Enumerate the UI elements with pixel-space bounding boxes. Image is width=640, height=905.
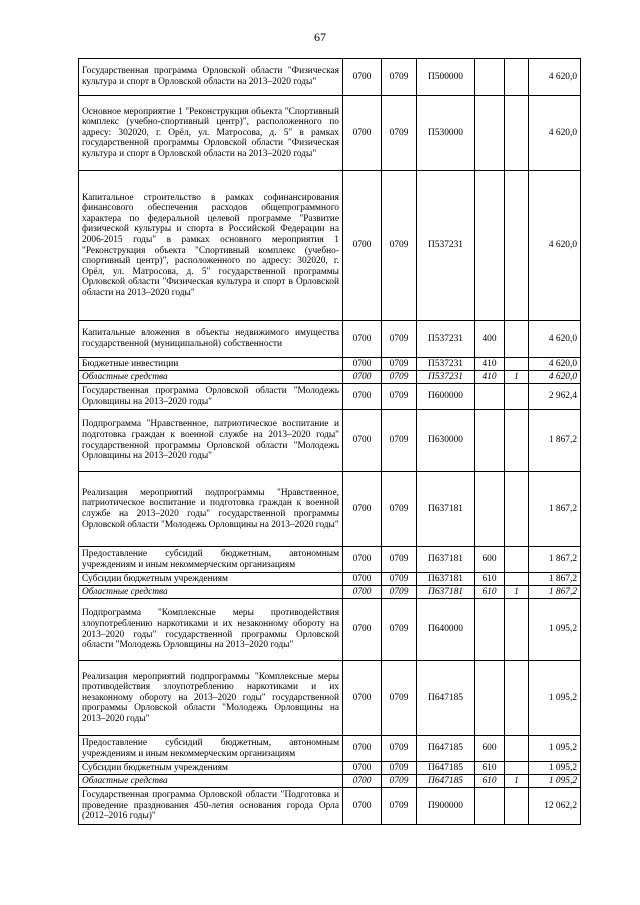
section-code: 0700 (343, 661, 382, 736)
target-article-code: П637181 (417, 573, 475, 586)
funding-source-code (505, 59, 529, 96)
section-code: 0700 (343, 547, 382, 573)
funding-source-code: 1 (505, 775, 529, 788)
subsection-code: 0709 (382, 586, 417, 599)
subsection-code: 0709 (382, 321, 417, 358)
table-row (79, 788, 581, 825)
subsection-code: 0709 (382, 371, 417, 384)
subsection-code: 0709 (382, 788, 417, 825)
expense-type-code: 600 (475, 547, 505, 573)
funding-source-code (505, 410, 529, 472)
funding-source-code: 1 (505, 371, 529, 384)
amount: 1 095,2 (529, 599, 581, 661)
section-code: 0700 (343, 171, 382, 321)
page-number: 67 (314, 30, 326, 44)
funding-source-code (505, 96, 529, 171)
target-article-code: П647185 (417, 661, 475, 736)
amount: 4 620,0 (529, 171, 581, 321)
section-code: 0700 (343, 586, 382, 599)
subsection-code: 0709 (382, 96, 417, 171)
row-description: Областные средства (79, 586, 343, 599)
table-row (79, 321, 581, 358)
row-description: Подпрограмма "Комплексные меры противодействия злоупотреблению наркотиками и их незаконному обороту на 2013–2020 годы" государственной программы Орловской области "Молодежь Орловщины на 2013–2020 годы" (79, 599, 343, 661)
amount: 1 867,2 (529, 573, 581, 586)
expense-type-code: 610 (475, 573, 505, 586)
table-row (79, 599, 581, 661)
target-article-code: П537231 (417, 171, 475, 321)
table-row (79, 410, 581, 472)
amount: 12 062,2 (529, 788, 581, 825)
expense-type-code: 400 (475, 321, 505, 358)
expense-type-code: 610 (475, 586, 505, 599)
subsection-code: 0709 (382, 736, 417, 762)
target-article-code: П530000 (417, 96, 475, 171)
row-description: Капитальные вложения в объекты недвижимого имущества государственной (муниципальной) собственности (79, 321, 343, 358)
expense-type-code (475, 788, 505, 825)
section-code: 0700 (343, 59, 382, 96)
amount: 4 620,0 (529, 358, 581, 371)
subsection-code: 0709 (382, 547, 417, 573)
row-description: Областные средства (79, 371, 343, 384)
row-description: Субсидии бюджетным учреждениям (79, 573, 343, 586)
funding-source-code (505, 358, 529, 371)
table-row (79, 59, 581, 96)
funding-source-code (505, 384, 529, 410)
amount: 4 620,0 (529, 96, 581, 171)
table-body (79, 59, 581, 825)
row-description: Реализация мероприятий подпрограммы "Нравственное, патриотическое воспитание и подготовка граждан к военной службе на 2013–2020 годы" государственной программы Орловской области "Молодежь Орловщины на 2013–2020 годы" (79, 472, 343, 547)
subsection-code: 0709 (382, 661, 417, 736)
amount: 1 095,2 (529, 661, 581, 736)
row-description: Субсидии бюджетным учреждениям (79, 762, 343, 775)
row-description: Капитальное строительство в рамках софинансирования финансового обеспечения расходов общепрограммного характера по федеральной целевой программе "Развитие физической культуры и спорта в Российской Федерации на 2006-2015 годы" в рамках основного мероприятия 1 "Реконструкция объекта "Спортивный комплекс (учебно-спортивный центр)", расположенного по адресу: 302020, г. Орёл, ул. Матросова, д. 5" государственной программы Орловской области "Физическая культура и спорт в Орловской области на 2013–2020 годы" (79, 171, 343, 321)
expense-type-code: 410 (475, 371, 505, 384)
table-row (79, 586, 581, 599)
amount: 1 867,2 (529, 586, 581, 599)
amount: 1 095,2 (529, 736, 581, 762)
section-code: 0700 (343, 472, 382, 547)
subsection-code: 0709 (382, 358, 417, 371)
expense-type-code (475, 384, 505, 410)
funding-source-code (505, 788, 529, 825)
subsection-code: 0709 (382, 762, 417, 775)
expense-type-code: 410 (475, 358, 505, 371)
target-article-code: П647185 (417, 775, 475, 788)
target-article-code: П637181 (417, 586, 475, 599)
target-article-code: П537231 (417, 321, 475, 358)
target-article-code: П647185 (417, 762, 475, 775)
expense-type-code (475, 599, 505, 661)
row-description: Подпрограмма "Нравственное, патриотическое воспитание и подготовка граждан к военной службе на 2013–2020 годы" государственной программы Орловской области "Молодежь Орловщины на 2013–2020 годы" (79, 410, 343, 472)
table-row (79, 547, 581, 573)
section-code: 0700 (343, 599, 382, 661)
table-row (79, 96, 581, 171)
amount: 4 620,0 (529, 371, 581, 384)
funding-source-code (505, 762, 529, 775)
section-code: 0700 (343, 775, 382, 788)
section-code: 0700 (343, 410, 382, 472)
section-code: 0700 (343, 788, 382, 825)
subsection-code: 0709 (382, 599, 417, 661)
amount: 1 095,2 (529, 775, 581, 788)
subsection-code: 0709 (382, 384, 417, 410)
subsection-code: 0709 (382, 573, 417, 586)
expense-type-code (475, 661, 505, 736)
funding-source-code (505, 736, 529, 762)
funding-source-code (505, 321, 529, 358)
section-code: 0700 (343, 762, 382, 775)
amount: 2 962,4 (529, 384, 581, 410)
row-description: Государственная программа Орловской области "Физическая культура и спорт в Орловской области на 2013–2020 годы" (79, 59, 343, 96)
section-code: 0700 (343, 358, 382, 371)
target-article-code: П637181 (417, 472, 475, 547)
target-article-code: П630000 (417, 410, 475, 472)
subsection-code: 0709 (382, 410, 417, 472)
target-article-code: П537231 (417, 371, 475, 384)
table-row (79, 661, 581, 736)
row-description: Реализация мероприятий подпрограммы "Комплексные меры противодействия злоупотреблению наркотиками и их незаконному обороту на 2013–2020 годы" государственной программы Орловской области "Молодежь Орловщины на 2013–2020 годы" (79, 661, 343, 736)
funding-source-code (505, 547, 529, 573)
funding-source-code (505, 573, 529, 586)
target-article-code: П500000 (417, 59, 475, 96)
section-code: 0700 (343, 573, 382, 586)
table-row (79, 762, 581, 775)
table-row (79, 371, 581, 384)
amount: 1 095,2 (529, 762, 581, 775)
budget-table (78, 58, 581, 825)
section-code: 0700 (343, 736, 382, 762)
subsection-code: 0709 (382, 775, 417, 788)
table-row (79, 736, 581, 762)
row-description: Государственная программа Орловской области "Подготовка и проведение празднования 450-летия основания города Орла (2012–2016 годы)" (79, 788, 343, 825)
target-article-code: П600000 (417, 384, 475, 410)
expense-type-code (475, 472, 505, 547)
table-row (79, 384, 581, 410)
table-row (79, 775, 581, 788)
target-article-code: П900000 (417, 788, 475, 825)
row-description: Бюджетные инвестиции (79, 358, 343, 371)
target-article-code: П640000 (417, 599, 475, 661)
row-description: Областные средства (79, 775, 343, 788)
expense-type-code (475, 171, 505, 321)
section-code: 0700 (343, 321, 382, 358)
amount: 1 867,2 (529, 472, 581, 547)
amount: 1 867,2 (529, 547, 581, 573)
subsection-code: 0709 (382, 472, 417, 547)
funding-source-code (505, 661, 529, 736)
row-description: Предоставление субсидий бюджетным, автономным учреждениям и иным некоммерческим организациям (79, 736, 343, 762)
subsection-code: 0709 (382, 59, 417, 96)
table-row (79, 472, 581, 547)
amount: 4 620,0 (529, 59, 581, 96)
amount: 4 620,0 (529, 321, 581, 358)
expense-type-code (475, 59, 505, 96)
funding-source-code (505, 472, 529, 547)
subsection-code: 0709 (382, 171, 417, 321)
section-code: 0700 (343, 96, 382, 171)
table-row (79, 358, 581, 371)
target-article-code: П537231 (417, 358, 475, 371)
target-article-code: П647185 (417, 736, 475, 762)
expense-type-code: 610 (475, 762, 505, 775)
table-row (79, 171, 581, 321)
target-article-code: П637181 (417, 547, 475, 573)
amount: 1 867,2 (529, 410, 581, 472)
row-description: Государственная программа Орловской области "Молодежь Орловщины на 2013–2020 годы" (79, 384, 343, 410)
expense-type-code: 600 (475, 736, 505, 762)
expense-type-code (475, 410, 505, 472)
table-row (79, 573, 581, 586)
funding-source-code (505, 599, 529, 661)
funding-source-code: 1 (505, 586, 529, 599)
row-description: Основное мероприятие 1 "Реконструкция объекта "Спортивный комплекс (учебно-спортивный центр)", расположенного по адресу: 302020, г. Орёл, ул. Матросова, д. 5" в рамках государственной программы Орловской области "Физическая культура и спорт в Орловской области на 2013–2020 годы" (79, 96, 343, 171)
section-code: 0700 (343, 371, 382, 384)
section-code: 0700 (343, 384, 382, 410)
funding-source-code (505, 171, 529, 321)
expense-type-code: 610 (475, 775, 505, 788)
expense-type-code (475, 96, 505, 171)
row-description: Предоставление субсидий бюджетным, автономным учреждениям и иным некоммерческим организациям (79, 547, 343, 573)
